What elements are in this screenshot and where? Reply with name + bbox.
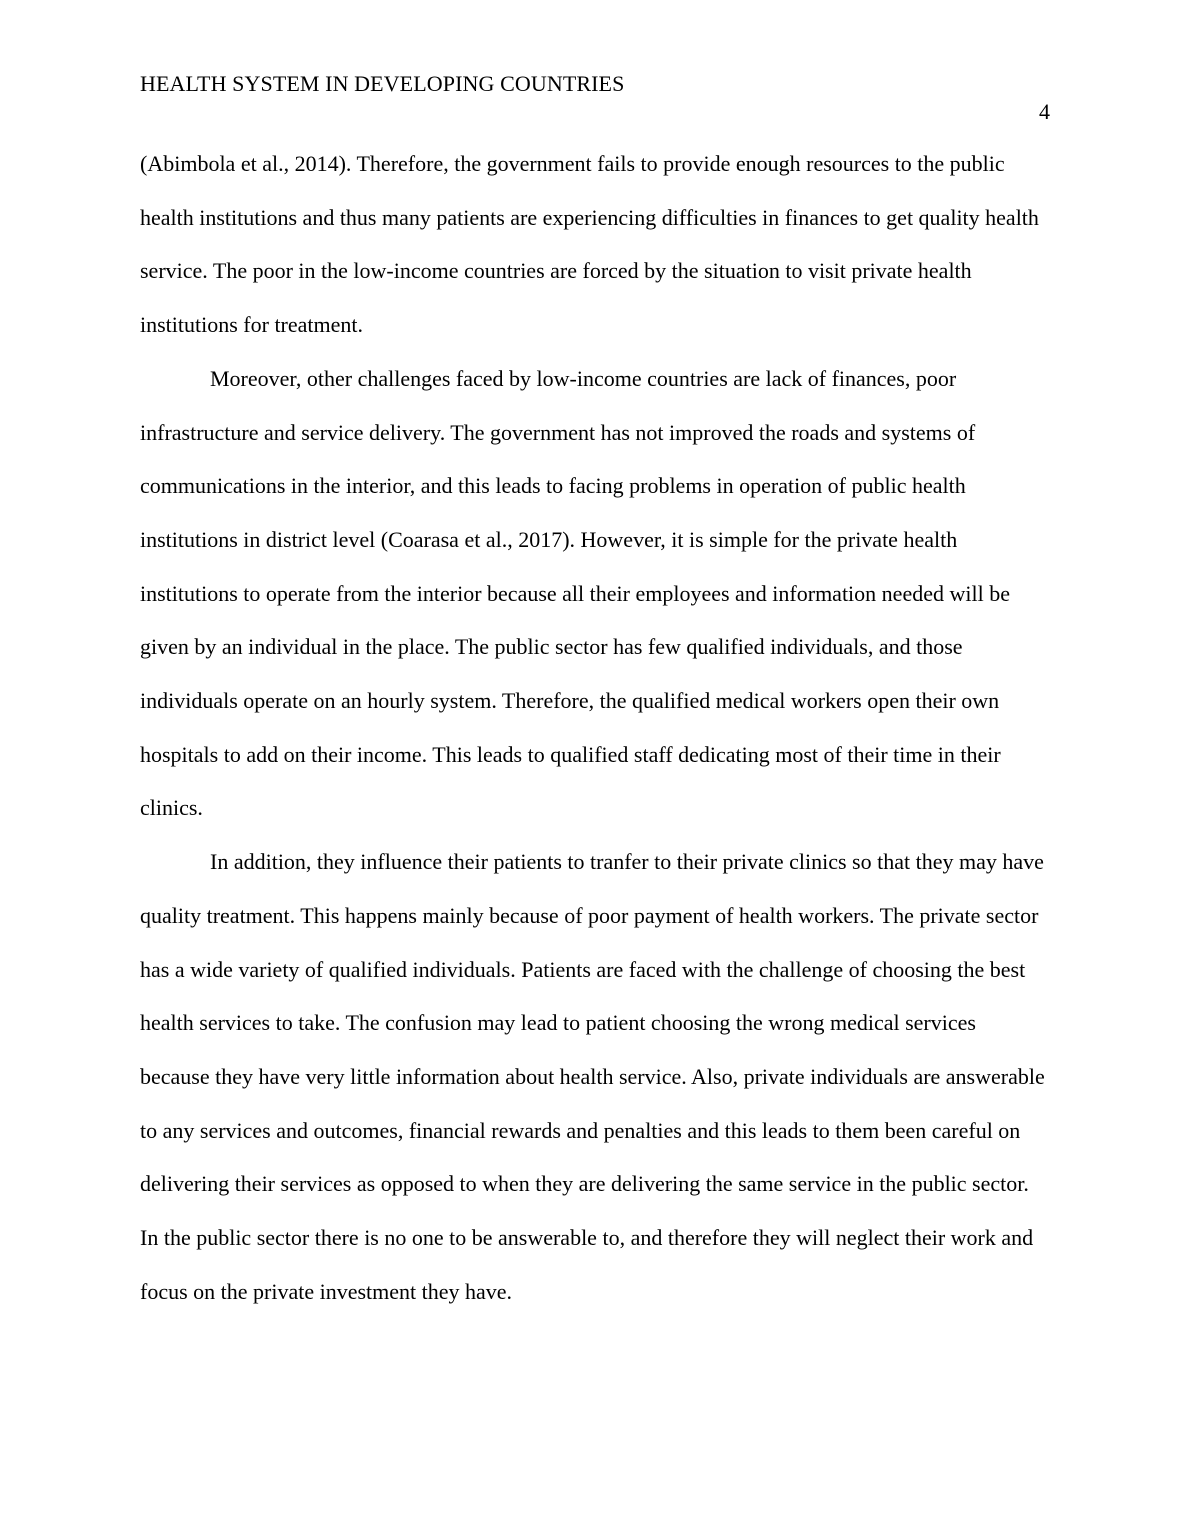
paragraph-3: In addition, they influence their patients to tranfer to their private clinics so that they may have quality treatment. This happens mainly because of poor payment of health workers. The private sector has a wide variety of qualified individuals. Patients are faced with the challenge of choosing the best health services to take. The confusion may lead to patient choosing the wrong medical services because they have very little information about health service. Also, private individuals are answerable to any services and outcomes, financial rewards and penalties and this leads to them been careful on delivering their services as opposed to when they are delivering the same service in the public sector. In the public sector there is no one to be answerable to, and therefore they will neglect their work and focus on the private investment they have. xyxy=(140,849,1045,1304)
body-text xyxy=(140,137,1050,1318)
paragraph-1: (Abimbola et al., 2014). Therefore, the government fails to provide enough resources to the public health institutions and thus many patients are experiencing difficulties in finances to get quality health service. The poor in the low-income countries are forced by the situation to visit private health institutions for treatment. xyxy=(140,151,1039,338)
running-head: HEALTH SYSTEM IN DEVELOPING COUNTRIES xyxy=(140,71,625,96)
paragraph-2: Moreover, other challenges faced by low-income countries are lack of finances, poor infrastructure and service delivery. The government has not improved the roads and systems of communications in the interior, and this leads to facing problems in operation of public health institutions in district level (Coarasa et al., 2017). However, it is simple for the private health institutions to operate from the interior because all their employees and information needed will be given by an individual in the place. The public sector has few qualified individuals, and those individuals operate on an hourly system. Therefore, the qualified medical workers open their own hospitals to add on their income. This leads to qualified staff dedicating most of their time in their clinics. xyxy=(140,365,1010,821)
page-number: 4 xyxy=(1039,99,1050,124)
